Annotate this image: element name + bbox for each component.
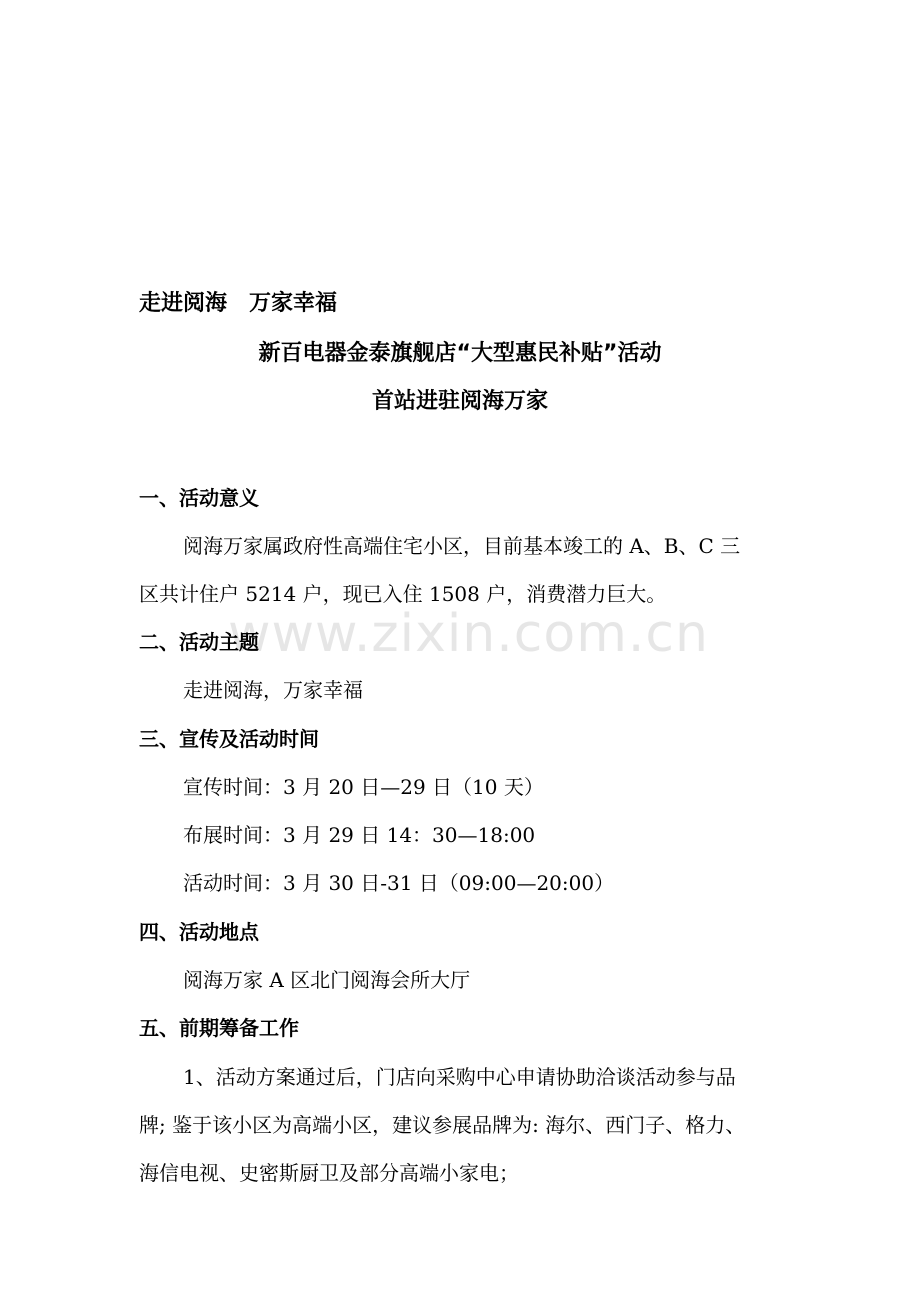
- section-5-line-3: 海信电视、史密斯厨卫及部分高端小家电；: [139, 1161, 519, 1185]
- document-subtitle-1: 新百电器金泰旗舰店“大型惠民补贴”活动: [258, 341, 662, 366]
- section-heading-2: 二、活动主题: [139, 630, 259, 654]
- section-1-line-1: 阅海万家属政府性高端住宅小区，目前基本竣工的 A、B、C 三: [183, 534, 741, 558]
- section-heading-4: 四、活动地点: [139, 920, 259, 944]
- section-heading-3: 三、宣传及活动时间: [139, 727, 319, 751]
- section-5-line-1: 1、活动方案通过后，门店向采购中心申请协助洽谈活动参与品: [183, 1065, 736, 1089]
- watermark: www.zixin.com.cn: [228, 604, 709, 664]
- section-3-line-2: 布展时间：3 月 29 日 14：30—18:00: [183, 823, 536, 847]
- section-5-line-2: 牌; 鉴于该小区为高端小区，建议参展品牌为: 海尔、西门子、格力、: [139, 1113, 746, 1137]
- section-heading-1: 一、活动意义: [139, 486, 259, 510]
- document-subtitle-2: 首站进驻阅海万家: [371, 389, 548, 414]
- section-3-line-3: 活动时间：3 月 30 日-31 日（09:00—20:00）: [183, 871, 615, 895]
- section-heading-5: 五、前期筹备工作: [139, 1016, 299, 1040]
- document-title: 走进阅海 万家幸福: [139, 291, 338, 316]
- section-2-line-1: 走进阅海，万家幸福: [183, 678, 363, 702]
- section-1-line-2: 区共计住户 5214 户，现已入住 1508 户，消费潜力巨大。: [139, 582, 667, 606]
- section-4-line-1: 阅海万家 A 区北门阅海会所大厅: [183, 968, 471, 992]
- section-3-line-1: 宣传时间：3 月 20 日—29 日（10 天）: [183, 775, 544, 799]
